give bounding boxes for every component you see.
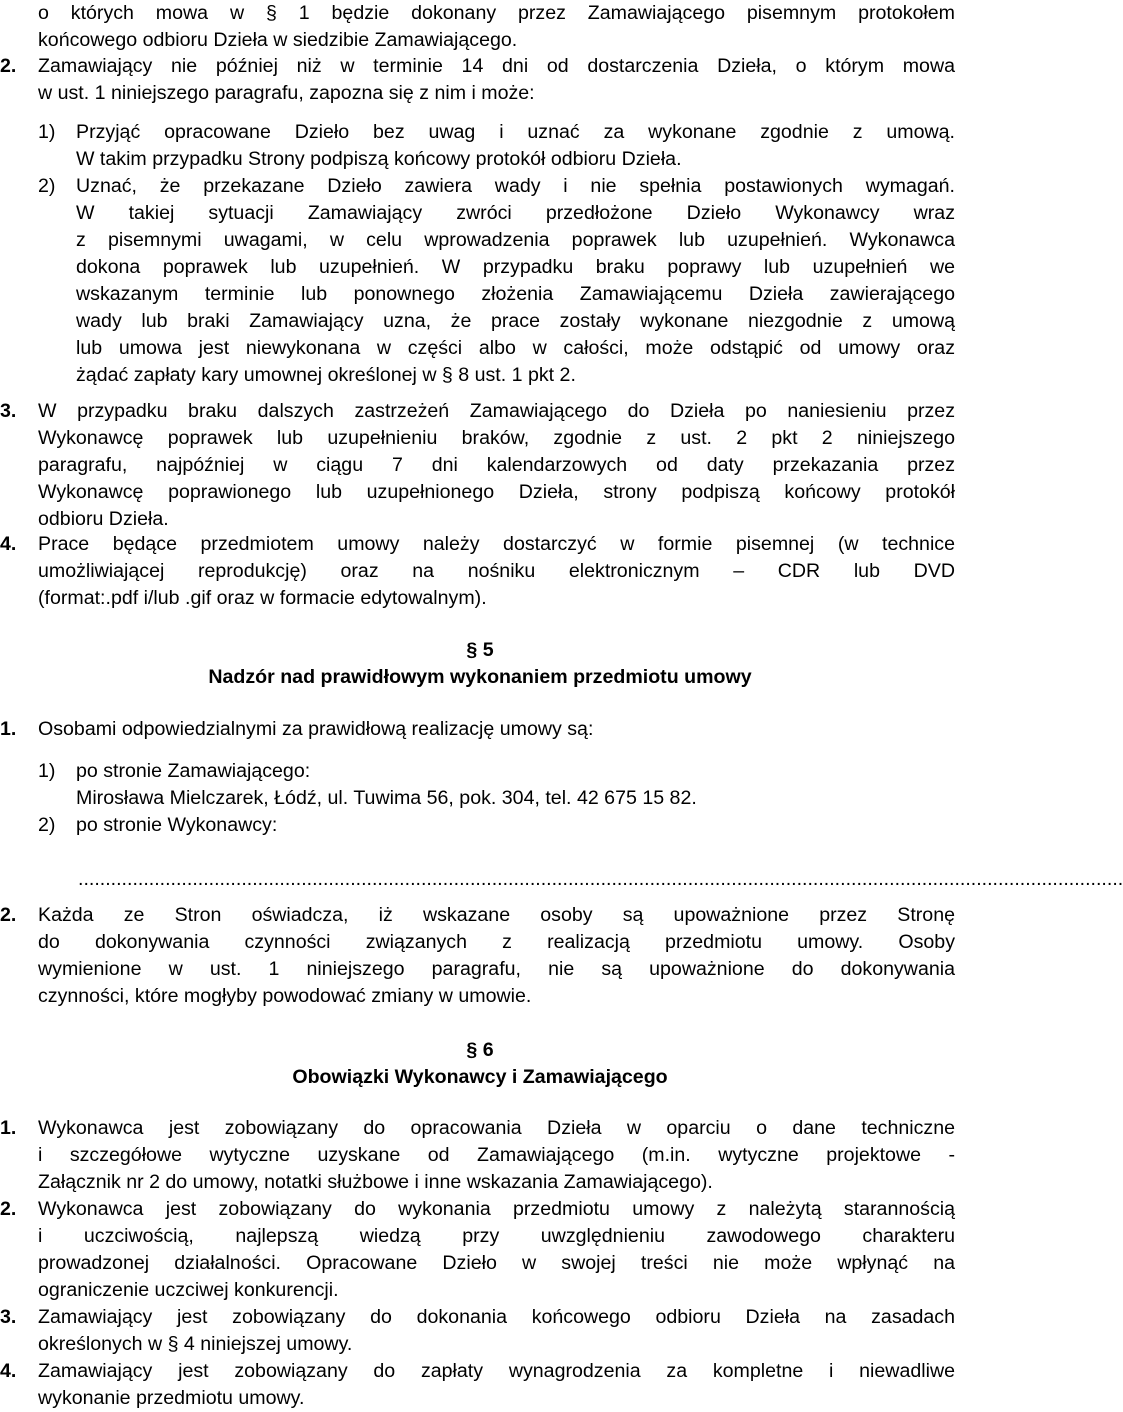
- text-line: Wykonawcę poprawionego lub uzupełnionego Dzieła, strony podpiszą końcowy protokół: [38, 481, 955, 503]
- item-text: [38, 902, 955, 1010]
- subitem-number: 1): [38, 121, 56, 143]
- text-line: Osobami odpowiedzialnymi za prawidłową realizację umowy są:: [38, 718, 594, 740]
- blank-fill-line: ................................................................................................................................................................................................: [78, 868, 1123, 890]
- text-line: w ust. 1 niniejszego paragrafu, zapozna się z nim i może:: [38, 82, 535, 104]
- subitem-text: [76, 758, 955, 812]
- text-line: po stronie Zamawiającego:: [76, 760, 311, 782]
- item-text: [38, 716, 955, 743]
- text-line: określonych w § 4 niniejszej umowy.: [38, 1333, 353, 1355]
- text-line: dokona poprawek lub uzupełnień. W przypadku braku poprawy lub uzupełnień we: [76, 256, 955, 278]
- item-number: 3.: [0, 1306, 17, 1328]
- subitem-text: [76, 119, 955, 173]
- section-5-title: Nadzór nad prawidłowym wykonaniem przedmiotu umowy: [208, 666, 752, 688]
- subitem-number: 2): [38, 175, 56, 197]
- text-line: W takim przypadku Strony podpiszą końcowy protokół odbioru Dzieła.: [76, 148, 682, 170]
- item-number: 3.: [0, 400, 17, 422]
- item-text: [38, 53, 955, 107]
- intro-paragraph: [38, 0, 955, 54]
- text-line: Zamawiający nie później niż w terminie 14 dni od dostarczenia Dzieła, o którym mowa: [38, 55, 955, 77]
- text-line: umożliwiającej reprodukcję) oraz na nośniku elektronicznym – CDR lub DVD: [38, 560, 955, 582]
- item-text: [38, 531, 955, 612]
- text-line: odbioru Dzieła.: [38, 508, 169, 530]
- text-line: W przypadku braku dalszych zastrzeżeń Zamawiającego do Dzieła po naniesieniu przez: [38, 400, 955, 422]
- text-line: do dokonywania czynności związanych z realizacją przedmiotu umowy. Osoby: [38, 931, 955, 953]
- text-line: wymienione w ust. 1 niniejszego paragrafu, nie są upoważnione do dokonywania: [38, 958, 955, 980]
- item-text: [38, 1358, 955, 1412]
- text-line: Prace będące przedmiotem umowy należy dostarczyć w formie pisemnej (w technice: [38, 533, 955, 555]
- item-number: 2.: [0, 904, 17, 926]
- text-line: paragrafu, najpóźniej w ciągu 7 dni kalendarzowych od daty przekazania przez: [38, 454, 955, 476]
- item-number: 4.: [0, 1360, 17, 1382]
- section-6-title: Obowiązki Wykonawcy i Zamawiającego: [292, 1066, 668, 1088]
- section-5-sign: § 5: [466, 639, 494, 661]
- text-line: Przyjąć opracowane Dzieło bez uwag i uznać za wykonane zgodnie z umową.: [76, 121, 955, 143]
- text-line: i uczciwością, najlepszą wiedzą przy uwzględnieniu zawodowego charakteru: [38, 1225, 955, 1247]
- section-6-sign: § 6: [466, 1039, 494, 1061]
- text-line: Uznać, że przekazane Dzieło zawiera wady i nie spełnia postawionych wymagań.: [76, 175, 955, 197]
- text-line: Wykonawca jest zobowiązany do wykonania przedmiotu umowy z należytą starannością: [38, 1198, 955, 1220]
- item-text: [38, 1115, 955, 1196]
- text-line: Wykonawcę poprawek lub uzupełnieniu braków, zgodnie z ust. 2 pkt 2 niniejszego: [38, 427, 955, 449]
- text-line: Zamawiający jest zobowiązany do dokonania końcowego odbioru Dzieła na zasadach: [38, 1306, 955, 1328]
- text-line: ograniczenie uczciwej konkurencji.: [38, 1279, 339, 1301]
- text-line: końcowego odbioru Dzieła w siedzibie Zamawiającego.: [38, 29, 518, 51]
- text-line: prowadzonej działalności. Opracowane Dzieło w swojej treści nie może wpłynąć na: [38, 1252, 955, 1274]
- text-line: i szczegółowe wytyczne uzyskane od Zamawiającego (m.in. wytyczne projektowe -: [38, 1144, 955, 1166]
- text-line: czynności, które mogłyby powodować zmiany w umowie.: [38, 985, 532, 1007]
- subitem-text: [76, 173, 955, 389]
- text-line: wskazanym terminie lub ponownego złożenia Zamawiającemu Dzieła zawierającego: [76, 283, 955, 305]
- item-number: 2.: [0, 1198, 17, 1220]
- text-line: Wykonawca jest zobowiązany do opracowania Dzieła w oparciu o dane techniczne: [38, 1117, 955, 1139]
- text-line: Każda ze Stron oświadcza, iż wskazane osoby są upoważnione przez Stronę: [38, 904, 955, 926]
- contact-detail: Mirosława Mielczarek, Łódź, ul. Tuwima 56, pok. 304, tel. 42 675 15 82.: [76, 787, 697, 809]
- text-line: Załącznik nr 2 do umowy, notatki służbowe i inne wskazania Zamawiającego).: [38, 1171, 713, 1193]
- subitem-number: 1): [38, 760, 56, 782]
- item-number: 1.: [0, 718, 17, 740]
- item-number: 4.: [0, 533, 17, 555]
- text-line: W takiej sytuacji Zamawiający zwróci przedłożone Dzieło Wykonawcy wraz: [76, 202, 955, 224]
- text-line: po stronie Wykonawcy:: [76, 814, 278, 836]
- item-number: 2.: [0, 55, 17, 77]
- text-line: o których mowa w § 1 będzie dokonany przez Zamawiającego pisemnym protokołem: [38, 2, 955, 24]
- text-line: Zamawiający jest zobowiązany do zapłaty wynagrodzenia za kompletne i niewadliwe: [38, 1360, 955, 1382]
- item-text: [38, 1196, 955, 1304]
- subitem-text: [76, 812, 955, 839]
- text-line: wady lub braki Zamawiający uzna, że prace zostały wykonane niezgodnie z umową: [76, 310, 955, 332]
- item-text: [38, 398, 955, 533]
- text-line: z pisemnymi uwagami, w celu wprowadzenia poprawek lub uzupełnień. Wykonawca: [76, 229, 955, 251]
- text-line: (format:.pdf i/lub .gif oraz w formacie edytowalnym).: [38, 587, 487, 609]
- item-text: [38, 1304, 955, 1358]
- subitem-number: 2): [38, 814, 56, 836]
- text-line: wykonanie przedmiotu umowy.: [38, 1387, 305, 1409]
- text-line: żądać zapłaty kary umownej określonej w § 8 ust. 1 pkt 2.: [76, 364, 576, 386]
- text-line: lub umowa jest niewykonana w części albo w całości, może odstąpić od umowy oraz: [76, 337, 955, 359]
- item-number: 1.: [0, 1117, 17, 1139]
